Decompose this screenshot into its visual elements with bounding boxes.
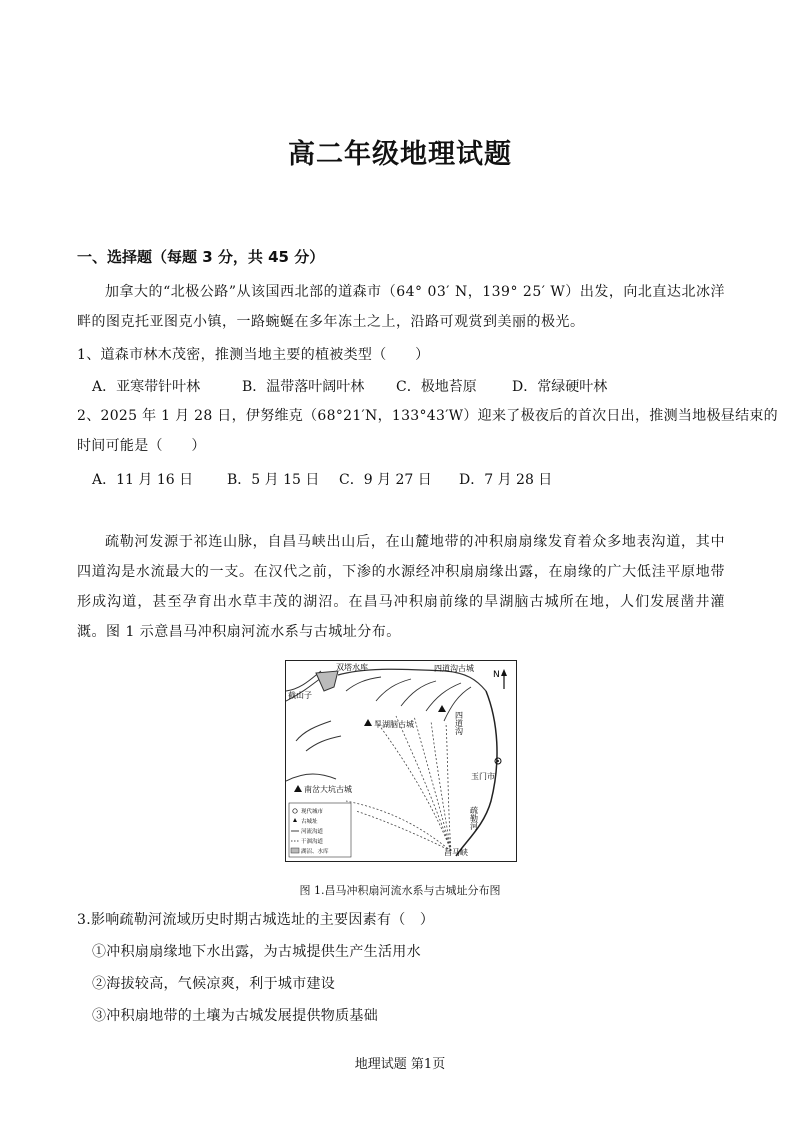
legend-city: 现代城市 xyxy=(301,809,324,815)
sidaogou-city-label: 四道沟古城 xyxy=(434,664,474,673)
question-3-item-3: ③冲积扇地带的土壤为古城发展提供物质基础 xyxy=(92,1008,378,1024)
passage-2: 疏勒河发源于祁连山脉，自昌马峡出山后，在山麓地带的冲积扇扇缘发育着众多地表沟道，其中四道沟是水流最大的一支。在汉代之前，下渗的水源经冲积扇扇缘出露，在扇缘的广大低洼平原地带形成沟道，甚至孕育出水草丰茂的湖沼。在昌马冲积扇前缘的旱湖脑古城所在地，人们发展凿井灌溉。图 1 示意昌马冲积扇河流水系与古城址分布。 xyxy=(77,534,725,640)
q2-option-a: A．11 月 16 日 xyxy=(92,472,194,488)
legend-ancient: 古城址 xyxy=(301,819,318,825)
north-label: N xyxy=(493,670,500,680)
hanhunao-city-marker xyxy=(364,719,372,726)
section-heading: 一、选择题（每题 3 分，共 45 分） xyxy=(77,248,325,266)
page-footer: 地理试题 第1页 xyxy=(354,1057,446,1072)
map-drawing xyxy=(286,661,516,861)
q1-option-d: D．常绿硬叶林 xyxy=(512,379,608,395)
question-1-options xyxy=(92,376,607,396)
passage-1: 加拿大的“北极公路”从该国西北部的道森市（64° 03′ N，139° 25′ W）出发，向北直达北冰洋畔的图克托亚图克小镇，一路蜿蜒在多年冻土之上，沿路可观赏到美丽的极光。 xyxy=(77,284,725,330)
q1-option-c: C．极地苔原 xyxy=(396,379,477,395)
reservoir-label: 双塔水库 xyxy=(336,663,368,672)
sidaogou-label: 四道沟 xyxy=(454,711,464,735)
q2-option-c: C．9 月 27 日 xyxy=(339,472,432,488)
shule-label: 疏勒河 xyxy=(469,806,479,830)
nancha-city-marker xyxy=(294,785,302,792)
q1-option-a: A．亚寒带针叶林 xyxy=(92,379,201,395)
page-title: 高二年级地理试题 xyxy=(288,139,512,170)
question-2-stem-line2: 时间可能是（ ） xyxy=(77,438,206,454)
sidaogou-city-marker xyxy=(438,705,446,712)
reservoir-shape xyxy=(316,671,338,691)
yingshanzi-label: 截山子 xyxy=(288,691,312,700)
question-3-stem: 3.影响疏勒河流域历史时期古城选址的主要因素有（ ） xyxy=(77,912,435,928)
question-2-stem-line1: 2、2025 年 1 月 28 日，伊努维克（68°21′N，133°43′W）迎来了极夜后的首次日出，推测当地极昼结束的 xyxy=(77,408,778,424)
figure-caption: 图 1.昌马冲积扇河流水系与古城址分布图 xyxy=(299,884,501,897)
question-2-options xyxy=(92,469,552,489)
map-figure xyxy=(285,660,517,862)
question-3-item-2: ②海拔较高，气候凉爽，利于城市建设 xyxy=(92,976,336,992)
q2-option-b: B．5 月 15 日 xyxy=(227,472,320,488)
question-3-item-1: ①冲积扇扇缘地下水出露，为古城提供生产生活用水 xyxy=(92,944,421,960)
changma-label: 昌马峡 xyxy=(444,848,468,857)
legend-lake: 湖沼、水库 xyxy=(301,849,329,855)
nancha-label: 南岔大坑古城 xyxy=(304,785,352,794)
q2-option-d: D．7 月 28 日 xyxy=(459,472,553,488)
q1-option-b: B．温带落叶阔叶林 xyxy=(242,379,365,395)
legend-river: 河流沟道 xyxy=(301,829,324,835)
hanhunao-label: 旱湖脑古城 xyxy=(374,720,414,729)
legend-dry: 干涸沟道 xyxy=(301,839,324,845)
map-legend xyxy=(289,803,351,857)
question-1-stem: 1、道森市林木茂密，推测当地主要的植被类型（ ） xyxy=(77,347,430,363)
yumen-label: 玉门市 xyxy=(471,772,495,781)
